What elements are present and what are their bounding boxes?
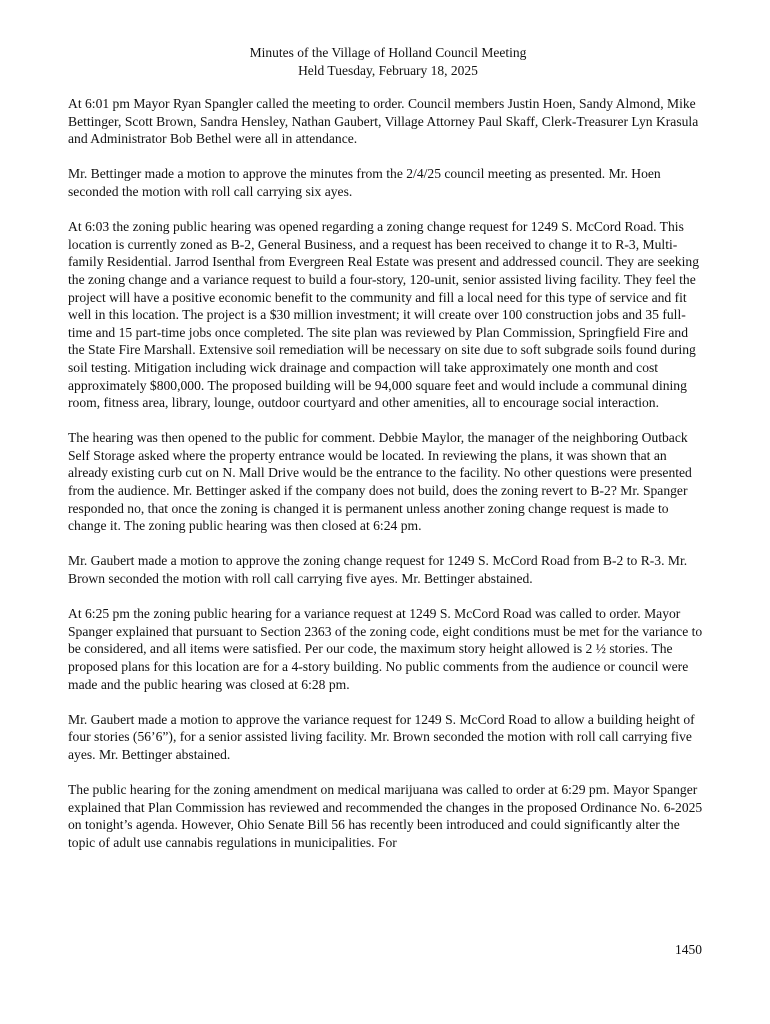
title-line-2: Held Tuesday, February 18, 2025: [298, 62, 478, 78]
paragraph-public-comment: The hearing was then opened to the public for comment. Debbie Maylor, the manager of the neighboring Outback Self Storage asked where the property entrance would be located. In reviewing the plans, it was shown that an already existing curb cut on N. Mall Drive would be the entrance to the facility. No other questions were presented from the audience. Mr. Bettinger asked if the company does not build, does the zoning revert to B-2? Mr. Spanger responded no, that once the zoning is changed it is permanent unless another zoning change request is made to change it. The zoning public hearing was then closed at 6:24 pm.: [68, 430, 692, 534]
paragraph-variance-motion: Mr. Gaubert made a motion to approve the variance request for 1249 S. McCord Road to allow a building height of four stories (56’6”), for a senior assisted living facility. Mr. Brown seconded the motion with roll call carrying five ayes. Mr. Bettinger abstained.: [68, 711, 695, 762]
paragraph-minutes-approval: Mr. Bettinger made a motion to approve the minutes from the 2/4/25 council meeting as presented. Mr. Hoen seconded the motion with roll call carrying six ayes.: [68, 166, 661, 199]
paragraph-variance-hearing: At 6:25 pm the zoning public hearing for a variance request at 1249 S. McCord Road was called to order. Mayor Spanger explained that pursuant to Section 2363 of the zoning code, eight conditions must be met for the variance to be considered, and all items were satisfied. Per our code, the maximum story height allowed is 2 ½ stories. The proposed plans for this location are for a 4-story building. No public comments from the audience or council were made and the public hearing was closed at 6:28 pm.: [68, 606, 703, 692]
paragraph-marijuana-hearing: The public hearing for the zoning amendment on medical marijuana was called to order at 6:29 pm. Mayor Spanger explained that Plan Commission has reviewed and recommended the changes in the proposed Ordinance No. 6-2025 on tonight’s agenda. However, Ohio Senate Bill 56 has recently been introduced and could significantly alter the topic of adult use cannabis regulations in municipalities. For: [68, 782, 703, 850]
paragraph-call-to-order: At 6:01 pm Mayor Ryan Spangler called the meeting to order. Council members Justin Hoen, Sandy Almond, Mike Bettinger, Scott Brown, Sandra Hensley, Nathan Gaubert, Village Attorney Paul Skaff, Clerk-Treasurer Lyn Krasula and Administrator Bob Bethel were all in attendance.: [68, 96, 699, 147]
paragraph-zoning-hearing: At 6:03 the zoning public hearing was opened regarding a zoning change request for 1249 S. McCord Road. This location is currently zoned as B-2, General Business, and a request has been received to change it to R-3, Multi-family Residential. Jarrod Isenthal from Evergreen Real Estate was present and addressed council. They are seeking the zoning change and a variance request to build a four-story, 120-unit, senior assisted living facility. They feel the project will have a positive economic benefit to the community and fill a local need for this type of service and fit well in this location. The project is a $30 million investment; it will create over 100 construction jobs and 35 full-time and 15 part-time jobs once completed. The site plan was reviewed by Plan Commission, Springfield Fire and the State Fire Marshall. Extensive soil remediation will be necessary on site due to soft subgrade soils found during soil testing. Mitigation including wick drainage and compaction will take approximately one month and cost approximately $800,000. The proposed building will be 94,000 square feet and would include a communal dining room, fitness area, library, lounge, outdoor courtyard and other amenities, all to encourage social interaction.: [68, 219, 700, 411]
title-line-1: Minutes of the Village of Holland Council Meeting: [249, 45, 527, 60]
page-number: 1450: [675, 942, 702, 957]
paragraph-zoning-motion: Mr. Gaubert made a motion to approve the zoning change request for 1249 S. McCord Road from B-2 to R-3. Mr. Brown seconded the motion with roll call carrying five ayes. Mr. Bettinger abstained.: [68, 553, 688, 587]
minutes-page: [68, 44, 708, 869]
document-title: [68, 44, 708, 79]
